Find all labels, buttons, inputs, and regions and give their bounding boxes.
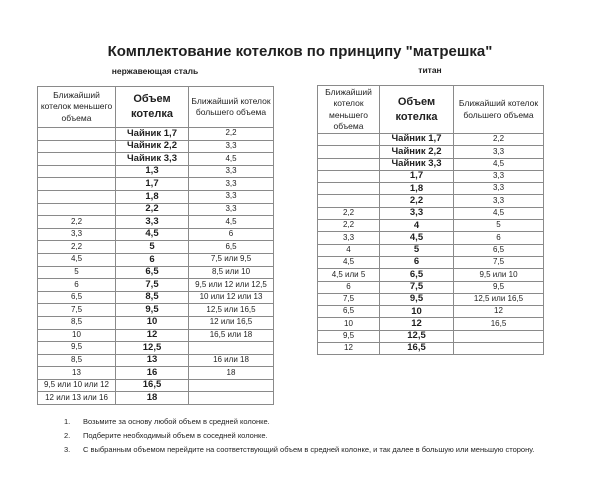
volume-cell: 10 bbox=[380, 306, 454, 318]
table-row bbox=[318, 232, 544, 244]
volume-cell: 9,5 bbox=[380, 293, 454, 305]
header-bigger-pot: Ближайший котелок большего объема bbox=[454, 86, 544, 134]
bigger-pot-cell: 3,3 bbox=[454, 170, 544, 182]
smaller-pot-cell bbox=[38, 203, 116, 216]
table-row bbox=[38, 342, 274, 355]
bigger-pot-cell: 6 bbox=[189, 228, 274, 241]
smaller-pot-cell: 6 bbox=[318, 281, 380, 293]
smaller-pot-cell: 2,2 bbox=[38, 216, 116, 229]
bigger-pot-cell: 9,5 или 10 bbox=[454, 269, 544, 281]
bigger-pot-cell: 10 или 12 или 13 bbox=[189, 291, 274, 304]
table-row bbox=[38, 367, 274, 380]
volume-cell: Чайник 1,7 bbox=[380, 134, 454, 146]
smaller-pot-cell: 6,5 bbox=[38, 291, 116, 304]
table-row bbox=[318, 343, 544, 355]
smaller-pot-cell: 2,2 bbox=[38, 241, 116, 254]
table-row bbox=[318, 183, 544, 195]
table-row bbox=[38, 190, 274, 203]
volume-cell: 12 bbox=[116, 329, 189, 342]
smaller-pot-cell bbox=[318, 170, 380, 182]
volume-cell: 3,3 bbox=[380, 207, 454, 219]
smaller-pot-cell: 9,5 или 10 или 12 bbox=[38, 379, 116, 392]
table-row bbox=[38, 291, 274, 304]
table-row bbox=[38, 253, 274, 266]
smaller-pot-cell: 12 bbox=[318, 343, 380, 355]
table-row bbox=[38, 354, 274, 367]
bigger-pot-cell: 8,5 или 10 bbox=[189, 266, 274, 279]
smaller-pot-cell bbox=[38, 165, 116, 178]
bigger-pot-cell: 6,5 bbox=[189, 241, 274, 254]
table-row bbox=[318, 146, 544, 158]
table-row bbox=[38, 266, 274, 279]
volume-cell: 1,7 bbox=[380, 170, 454, 182]
volume-cell: 8,5 bbox=[116, 291, 189, 304]
volume-cell: 1,7 bbox=[116, 178, 189, 191]
volume-cell: 6,5 bbox=[380, 269, 454, 281]
bigger-pot-cell: 6,5 bbox=[454, 244, 544, 256]
volume-cell: 4,5 bbox=[380, 232, 454, 244]
smaller-pot-cell: 4,5 или 5 bbox=[318, 269, 380, 281]
table-row bbox=[318, 318, 544, 330]
bigger-pot-cell: 3,3 bbox=[454, 183, 544, 195]
volume-cell: 4,5 bbox=[116, 228, 189, 241]
volume-cell: 12,5 bbox=[380, 330, 454, 342]
table-row bbox=[318, 306, 544, 318]
instruction-text: С выбранным объемом перейдите на соответствующий объем в средней колонке, и так далее в большую или меньшую сторону. bbox=[83, 445, 535, 454]
bigger-pot-cell: 9,5 или 12 или 12,5 bbox=[189, 279, 274, 292]
table-row bbox=[318, 281, 544, 293]
instruction-text: Подберите необходимый объем в соседней колонке. bbox=[83, 431, 268, 440]
titanium-subtitle: титан bbox=[418, 65, 442, 75]
table-row bbox=[38, 153, 274, 166]
bigger-pot-cell bbox=[189, 342, 274, 355]
bigger-pot-cell: 3,3 bbox=[189, 203, 274, 216]
titanium-table bbox=[317, 85, 544, 355]
smaller-pot-cell: 8,5 bbox=[38, 354, 116, 367]
smaller-pot-cell: 4,5 bbox=[318, 256, 380, 268]
table-row bbox=[38, 128, 274, 141]
bigger-pot-cell: 2,2 bbox=[454, 134, 544, 146]
instruction-item bbox=[64, 417, 569, 427]
bigger-pot-cell bbox=[189, 392, 274, 405]
volume-cell: Чайник 2,2 bbox=[116, 140, 189, 153]
volume-cell: 16 bbox=[116, 367, 189, 380]
table-row bbox=[38, 241, 274, 254]
smaller-pot-cell: 8,5 bbox=[38, 316, 116, 329]
table-row bbox=[318, 256, 544, 268]
table-row bbox=[38, 203, 274, 216]
smaller-pot-cell: 4,5 bbox=[38, 253, 116, 266]
volume-cell: 13 bbox=[116, 354, 189, 367]
table-header-row bbox=[38, 87, 274, 128]
volume-cell: 1,8 bbox=[380, 183, 454, 195]
bigger-pot-cell: 16,5 или 18 bbox=[189, 329, 274, 342]
table-row bbox=[38, 216, 274, 229]
bigger-pot-cell: 3,3 bbox=[189, 178, 274, 191]
volume-cell: Чайник 1,7 bbox=[116, 128, 189, 141]
bigger-pot-cell: 12,5 или 16,5 bbox=[189, 304, 274, 317]
bigger-pot-cell: 3,3 bbox=[189, 190, 274, 203]
table-row bbox=[318, 220, 544, 232]
bigger-pot-cell bbox=[189, 379, 274, 392]
bigger-pot-cell: 9,5 bbox=[454, 281, 544, 293]
volume-cell: 1,3 bbox=[116, 165, 189, 178]
volume-cell: 16,5 bbox=[380, 343, 454, 355]
bigger-pot-cell bbox=[454, 330, 544, 342]
titanium-section bbox=[317, 65, 543, 355]
instruction-text: Возьмите за основу любой объем в средней колонке. bbox=[83, 417, 270, 426]
smaller-pot-cell: 9,5 bbox=[38, 342, 116, 355]
volume-cell: Чайник 3,3 bbox=[380, 158, 454, 170]
volume-cell: Чайник 3,3 bbox=[116, 153, 189, 166]
bigger-pot-cell: 6 bbox=[454, 232, 544, 244]
smaller-pot-cell bbox=[38, 140, 116, 153]
smaller-pot-cell: 3,3 bbox=[38, 228, 116, 241]
bigger-pot-cell: 16 или 18 bbox=[189, 354, 274, 367]
bigger-pot-cell: 2,2 bbox=[189, 128, 274, 141]
volume-cell: 5 bbox=[380, 244, 454, 256]
smaller-pot-cell: 2,2 bbox=[318, 207, 380, 219]
volume-cell: 12,5 bbox=[116, 342, 189, 355]
instruction-item bbox=[64, 445, 569, 455]
volume-cell: 2,2 bbox=[380, 195, 454, 207]
smaller-pot-cell: 6 bbox=[38, 279, 116, 292]
volume-cell: 6 bbox=[380, 256, 454, 268]
bigger-pot-cell: 12,5 или 16,5 bbox=[454, 293, 544, 305]
volume-cell: 12 bbox=[380, 318, 454, 330]
smaller-pot-cell: 7,5 bbox=[38, 304, 116, 317]
bigger-pot-cell: 3,3 bbox=[454, 146, 544, 158]
table-row bbox=[318, 207, 544, 219]
volume-cell: 1,8 bbox=[116, 190, 189, 203]
table-header-row bbox=[318, 86, 544, 134]
bigger-pot-cell: 5 bbox=[454, 220, 544, 232]
smaller-pot-cell: 12 или 13 или 16 bbox=[38, 392, 116, 405]
page-title: Комплектование котелков по принципу "матрешка" bbox=[107, 43, 493, 60]
bigger-pot-cell: 4,5 bbox=[189, 216, 274, 229]
bigger-pot-cell: 16,5 bbox=[454, 318, 544, 330]
instruction-number: 1. bbox=[64, 417, 71, 426]
volume-cell: 2,2 bbox=[116, 203, 189, 216]
bigger-pot-cell: 12 bbox=[454, 306, 544, 318]
volume-cell: 3,3 bbox=[116, 216, 189, 229]
smaller-pot-cell: 3,3 bbox=[318, 232, 380, 244]
smaller-pot-cell bbox=[38, 190, 116, 203]
table-row bbox=[38, 178, 274, 191]
volume-cell: 10 bbox=[116, 316, 189, 329]
volume-cell: 7,5 bbox=[380, 281, 454, 293]
smaller-pot-cell bbox=[318, 158, 380, 170]
table-row bbox=[38, 329, 274, 342]
smaller-pot-cell bbox=[318, 183, 380, 195]
table-row bbox=[38, 379, 274, 392]
smaller-pot-cell bbox=[318, 134, 380, 146]
volume-cell: 5 bbox=[116, 241, 189, 254]
header-smaller-pot: Ближайший котелок меньшего объема bbox=[38, 87, 116, 128]
volume-cell: Чайник 2,2 bbox=[380, 146, 454, 158]
bigger-pot-cell: 3,3 bbox=[189, 140, 274, 153]
bigger-pot-cell: 4,5 bbox=[454, 207, 544, 219]
smaller-pot-cell: 2,2 bbox=[318, 220, 380, 232]
steel-subtitle: нержавеющая сталь bbox=[111, 66, 199, 76]
smaller-pot-cell: 4 bbox=[318, 244, 380, 256]
table-row bbox=[318, 269, 544, 281]
header-bigger-pot: Ближайший котелок большего объема bbox=[189, 87, 274, 128]
header-volume: Объем котелка bbox=[380, 86, 454, 134]
header-volume: Объем котелка bbox=[116, 87, 189, 128]
smaller-pot-cell: 10 bbox=[318, 318, 380, 330]
instruction-item bbox=[64, 431, 569, 441]
bigger-pot-cell: 7,5 bbox=[454, 256, 544, 268]
table-row bbox=[318, 330, 544, 342]
bigger-pot-cell: 4,5 bbox=[189, 153, 274, 166]
smaller-pot-cell: 5 bbox=[38, 266, 116, 279]
smaller-pot-cell bbox=[318, 146, 380, 158]
table-row bbox=[38, 140, 274, 153]
smaller-pot-cell: 9,5 bbox=[318, 330, 380, 342]
bigger-pot-cell: 3,3 bbox=[454, 195, 544, 207]
table-row bbox=[38, 165, 274, 178]
volume-cell: 16,5 bbox=[116, 379, 189, 392]
table-row bbox=[318, 158, 544, 170]
volume-cell: 9,5 bbox=[116, 304, 189, 317]
table-row bbox=[38, 392, 274, 405]
instruction-number: 3. bbox=[64, 445, 71, 454]
bigger-pot-cell: 4,5 bbox=[454, 158, 544, 170]
smaller-pot-cell: 6,5 bbox=[318, 306, 380, 318]
table-row bbox=[38, 279, 274, 292]
table-row bbox=[38, 228, 274, 241]
smaller-pot-cell: 13 bbox=[38, 367, 116, 380]
table-row bbox=[318, 195, 544, 207]
smaller-pot-cell bbox=[318, 195, 380, 207]
table-row bbox=[318, 244, 544, 256]
table-row bbox=[318, 293, 544, 305]
smaller-pot-cell: 10 bbox=[38, 329, 116, 342]
volume-cell: 18 bbox=[116, 392, 189, 405]
smaller-pot-cell: 7,5 bbox=[318, 293, 380, 305]
bigger-pot-cell: 7,5 или 9,5 bbox=[189, 253, 274, 266]
bigger-pot-cell bbox=[454, 343, 544, 355]
instruction-number: 2. bbox=[64, 431, 71, 440]
steel-section bbox=[37, 66, 273, 405]
volume-cell: 6 bbox=[116, 253, 189, 266]
bigger-pot-cell: 3,3 bbox=[189, 165, 274, 178]
volume-cell: 7,5 bbox=[116, 279, 189, 292]
volume-cell: 4 bbox=[380, 220, 454, 232]
table-row bbox=[38, 316, 274, 329]
smaller-pot-cell bbox=[38, 128, 116, 141]
table-row bbox=[318, 170, 544, 182]
table-row bbox=[38, 304, 274, 317]
bigger-pot-cell: 12 или 16,5 bbox=[189, 316, 274, 329]
volume-cell: 6,5 bbox=[116, 266, 189, 279]
instructions-list bbox=[64, 417, 569, 459]
smaller-pot-cell bbox=[38, 153, 116, 166]
smaller-pot-cell bbox=[38, 178, 116, 191]
bigger-pot-cell: 18 bbox=[189, 367, 274, 380]
table-row bbox=[318, 134, 544, 146]
steel-table bbox=[37, 86, 274, 405]
header-smaller-pot: Ближайший котелок меньшего объема bbox=[318, 86, 380, 134]
